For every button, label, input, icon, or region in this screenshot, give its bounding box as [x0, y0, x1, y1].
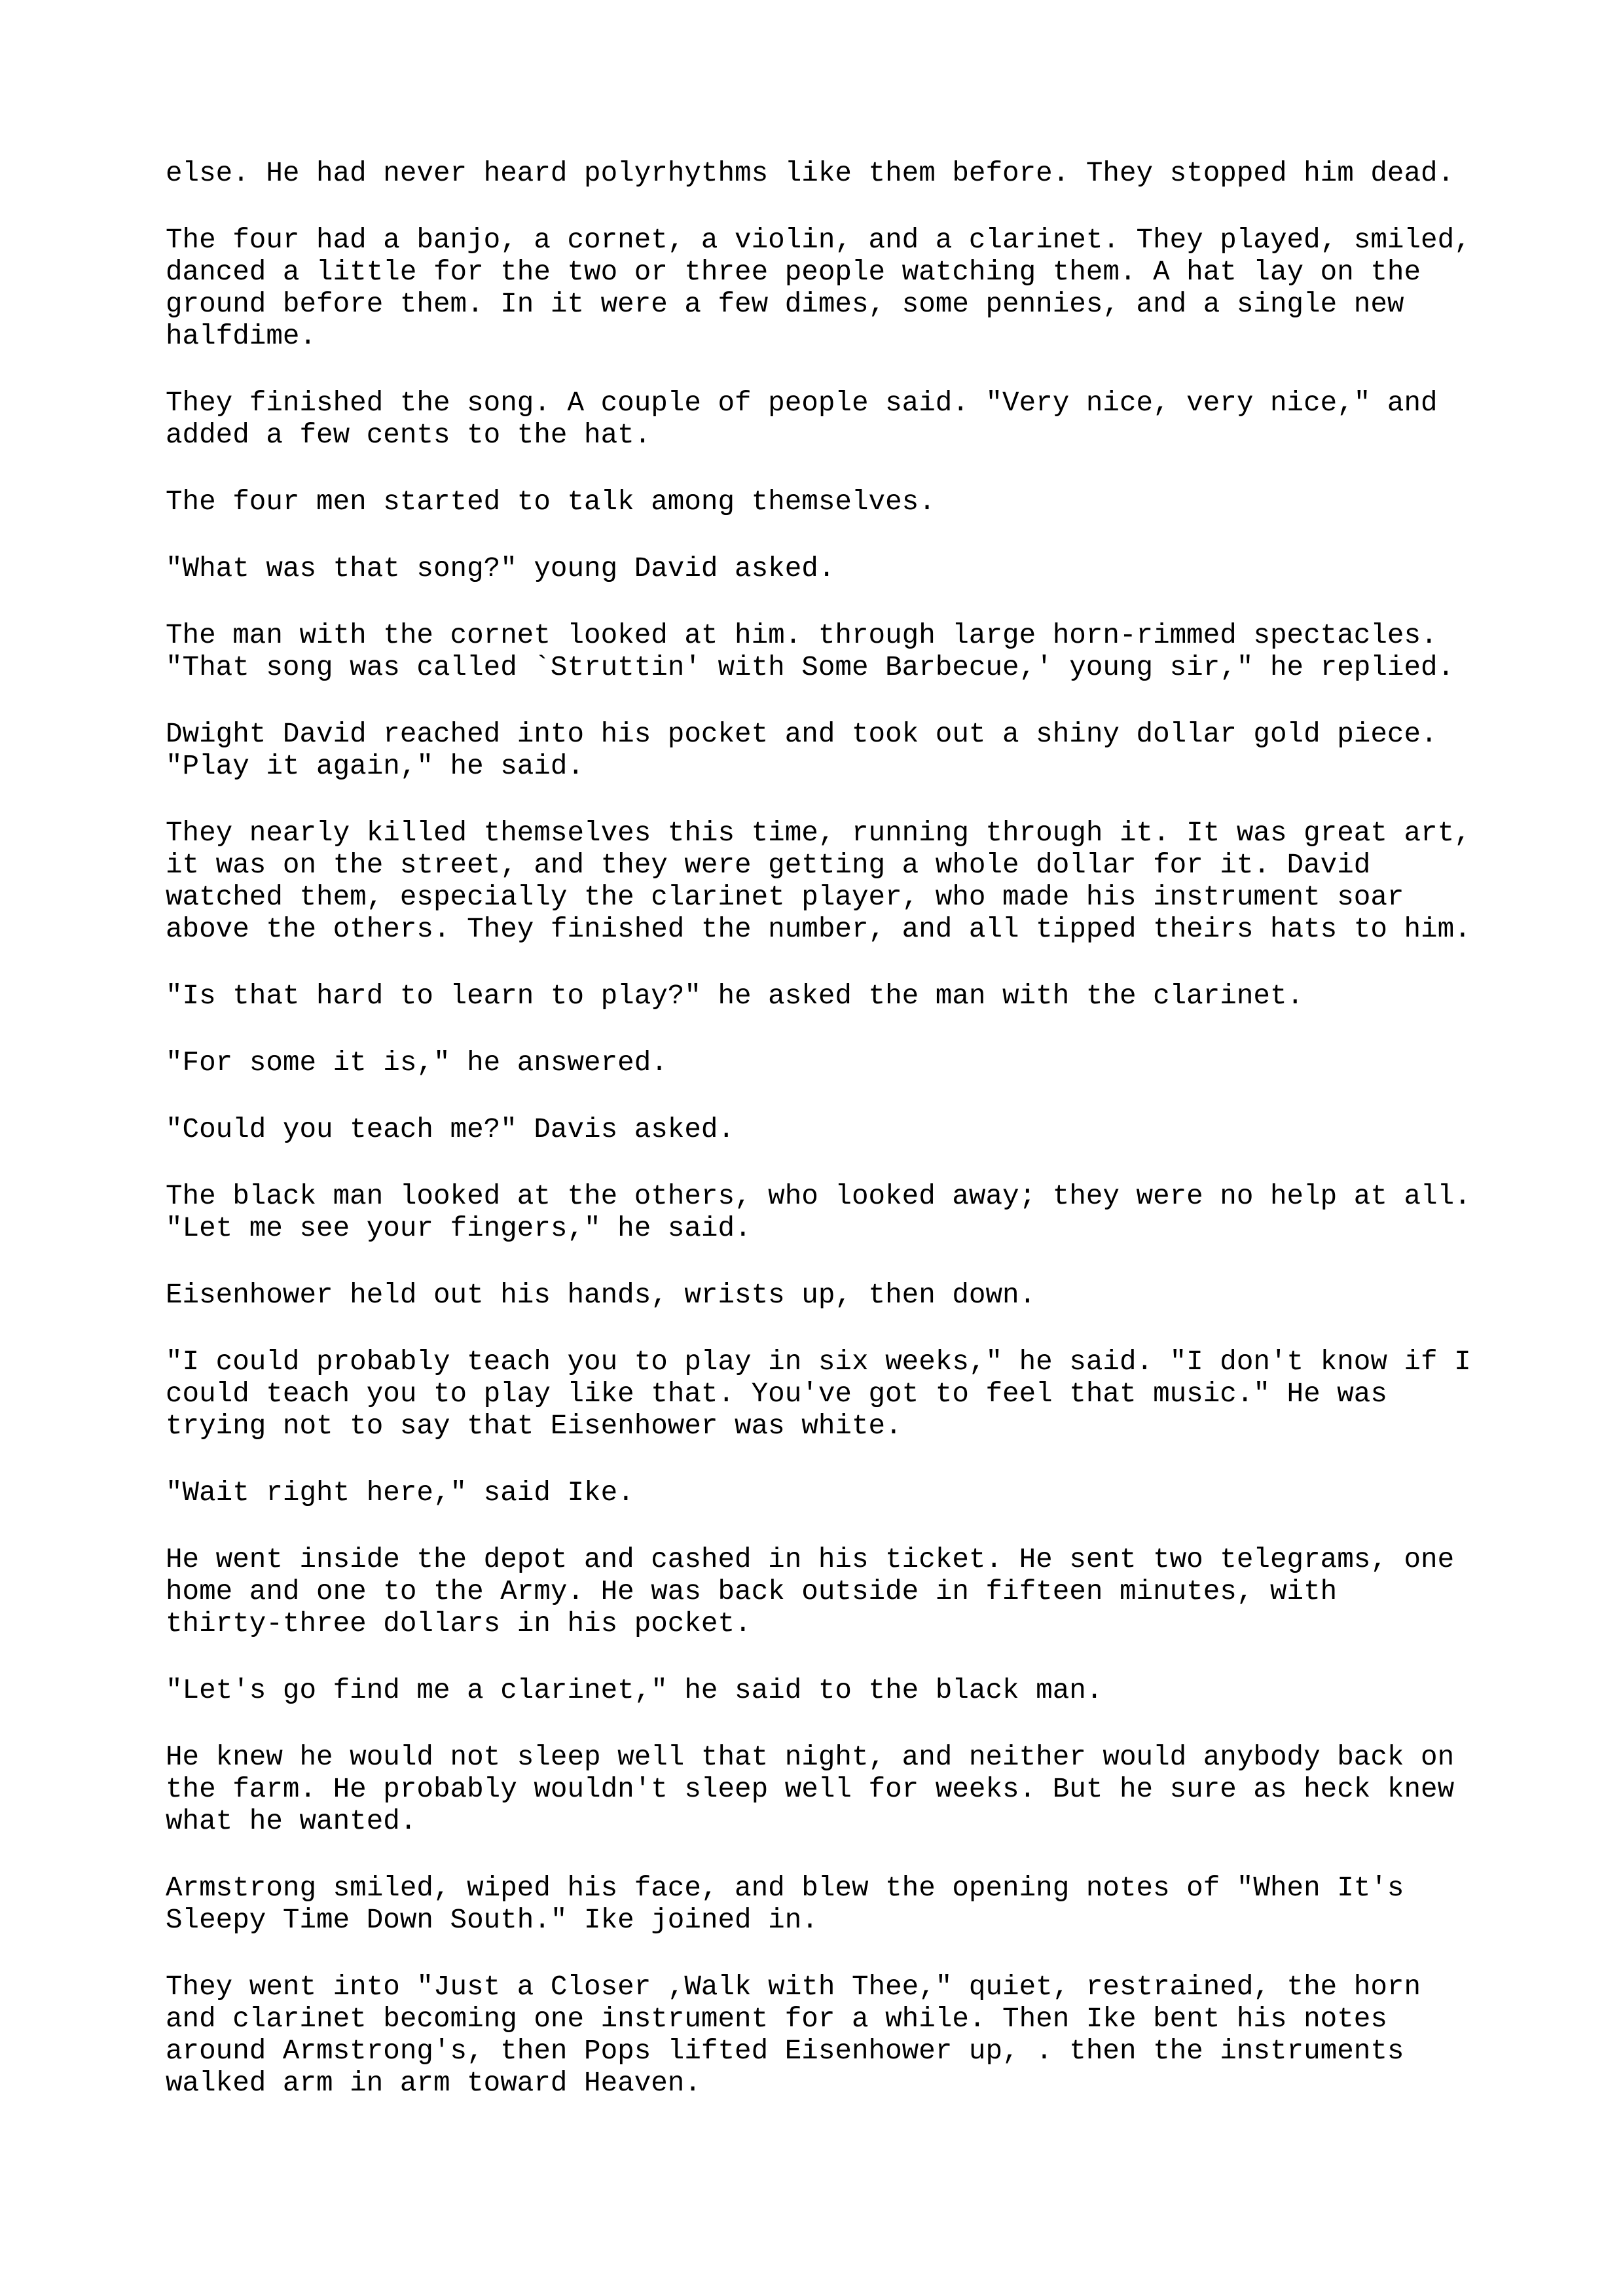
text-line: The four had a banjo, a cornet, a violin, and a clarinet. They played, smiled, — [166, 224, 1471, 256]
paragraph — [166, 817, 1508, 946]
text-line: They nearly killed themselves this time, running through it. It was great art, — [166, 817, 1471, 849]
paragraph — [166, 553, 1508, 585]
text-line: it was on the street, and they were getting a whole dollar for it. David — [166, 850, 1371, 881]
text-line: above the others. They finished the number, and all tipped theirs hats to him. — [166, 914, 1471, 945]
text-line: else. He had never heard polyrhythms like them before. They stopped him dead. — [166, 158, 1455, 189]
text-line: Eisenhower held out his hands, wrists up, then down. — [166, 1280, 1036, 1311]
text-line: around Armstrong's, then Pops lifted Eisenhower up, . then the instruments — [166, 2036, 1404, 2067]
text-line: halfdime. — [166, 321, 317, 352]
text-line: walked arm in arm toward Heaven. — [166, 2068, 701, 2099]
paragraph — [166, 1047, 1508, 1079]
paragraph — [166, 1873, 1508, 1937]
paragraph — [166, 1280, 1508, 1312]
text-line: what he wanted. — [166, 1806, 417, 1837]
paragraph — [166, 387, 1508, 452]
paragraph — [166, 1346, 1508, 1443]
paragraph — [166, 486, 1508, 518]
text-line: home and one to the Army. He was back outside in fifteen minutes, with — [166, 1576, 1338, 1607]
text-line: "I could probably teach you to play in six weeks," he said. "I don't know if I — [166, 1346, 1471, 1378]
paragraph — [166, 980, 1508, 1013]
text-line: trying not to say that Eisenhower was white. — [166, 1410, 902, 1442]
paragraph — [166, 1181, 1508, 1245]
paragraph — [166, 1114, 1508, 1146]
paragraph — [166, 158, 1508, 190]
typewritten-text — [166, 158, 1508, 2134]
text-line: "Let me see your fingers," he said. — [166, 1213, 752, 1244]
paragraph — [166, 1477, 1508, 1509]
text-line: the farm. He probably wouldn't sleep well for weeks. But he sure as heck knew — [166, 1774, 1455, 1805]
text-line: "Let's go find me a clarinet," he said to the black man. — [166, 1675, 1103, 1706]
text-line: He went inside the depot and cashed in his ticket. He sent two telegrams, one — [166, 1544, 1455, 1575]
text-line: "That song was called `Struttin' with Some Barbecue,' young sir," he replied. — [166, 652, 1455, 683]
paragraph — [166, 1971, 1508, 2100]
text-line: and clarinet becoming one instrument for a while. Then Ike bent his notes — [166, 2003, 1387, 2035]
text-line: watched them, especially the clarinet player, who made his instrument soar — [166, 882, 1404, 913]
text-line: The man with the cornet looked at him. through large horn-rimmed spectacles. — [166, 620, 1438, 651]
text-line: could teach you to play like that. You've got to feel that music." He was — [166, 1378, 1387, 1410]
text-line: The black man looked at the others, who looked away; they were no help at all. — [166, 1181, 1471, 1212]
paragraph — [166, 719, 1508, 783]
text-line: "What was that song?" young David asked. — [166, 553, 835, 584]
text-line: Sleepy Time Down South." Ike joined in. — [166, 1905, 818, 1936]
text-line: They went into "Just a Closer ,Walk with Thee," quiet, restrained, the horn — [166, 1971, 1421, 2003]
text-line: "Wait right here," said Ike. — [166, 1477, 634, 1509]
text-line: Armstrong smiled, wiped his face, and blew the opening notes of "When It's — [166, 1873, 1404, 1904]
text-line: danced a little for the two or three people watching them. A hat lay on the — [166, 257, 1421, 288]
text-line: "Is that hard to learn to play?" he asked the man with the clarinet. — [166, 980, 1304, 1012]
text-line: "Play it again," he said. — [166, 751, 585, 782]
text-line: "Could you teach me?" Davis asked. — [166, 1114, 735, 1145]
text-line: thirty-three dollars in his pocket. — [166, 1608, 752, 1640]
paragraph — [166, 1675, 1508, 1707]
text-line: Dwight David reached into his pocket and took out a shiny dollar gold piece. — [166, 719, 1438, 750]
paragraph — [166, 1742, 1508, 1838]
text-line: ground before them. In it were a few dimes, some pennies, and a single new — [166, 289, 1404, 320]
text-line: "For some it is," he answered. — [166, 1047, 668, 1079]
text-line: The four men started to talk among themselves. — [166, 486, 936, 518]
paragraph — [166, 224, 1508, 353]
paragraph — [166, 1544, 1508, 1640]
text-line: added a few cents to the hat. — [166, 420, 651, 451]
paragraph — [166, 620, 1508, 684]
text-line: They finished the song. A couple of people said. "Very nice, very nice," and — [166, 387, 1438, 419]
text-line: He knew he would not sleep well that night, and neither would anybody back on — [166, 1742, 1455, 1773]
